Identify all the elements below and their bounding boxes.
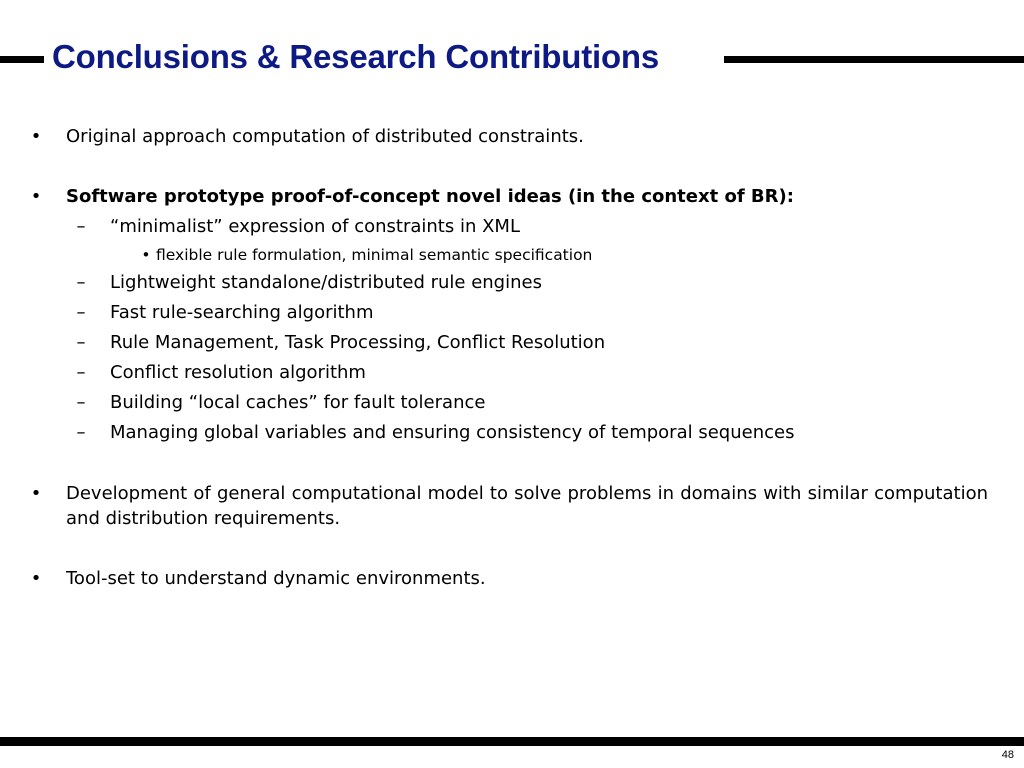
bullet-marker: • [141, 246, 151, 264]
dash-marker: – [76, 216, 86, 237]
bullet-marker: • [30, 126, 42, 147]
sub-bullet-text: Building “local caches” for fault tolerance [110, 392, 486, 413]
sub-bullet-text: Lightweight standalone/distributed rule engines [110, 272, 542, 293]
title-rule-left [0, 56, 44, 63]
dash-marker: – [76, 392, 86, 413]
sub-bullet-text: Rule Management, Task Processing, Conflict Resolution [110, 332, 606, 353]
bullet-text: Development of general computational model to solve problems in domains with similar computation and distribution requirements. [66, 483, 988, 529]
bullet-marker: • [30, 483, 42, 504]
dash-marker: – [76, 272, 86, 293]
dash-marker: – [76, 332, 86, 353]
sub-sub-bullet-text: flexible rule formulation, minimal semantic specification [156, 246, 593, 264]
dash-marker: – [76, 362, 86, 383]
bullet-text-bold: Software prototype proof-of-concept novel ideas (in the context of BR): [66, 186, 794, 207]
bullet-text: Original approach computation of distributed constraints. [66, 126, 584, 147]
sub-bullet-text: Fast rule-searching algorithm [110, 302, 374, 323]
title-rule-right [724, 56, 1024, 63]
bullet-text: Tool-set to understand dynamic environments. [66, 568, 486, 589]
dash-marker: – [76, 302, 86, 323]
dash-marker: – [76, 422, 86, 443]
slide-title: Conclusions & Research Contributions [52, 38, 660, 75]
sub-bullet-text: Managing global variables and ensuring consistency of temporal sequences [110, 422, 795, 443]
page-number: 48 [1001, 749, 1014, 761]
bullet-marker: • [30, 568, 42, 589]
sub-bullet-text: Conflict resolution algorithm [110, 362, 366, 383]
bullet-marker: • [30, 186, 42, 207]
sub-bullet-text: “minimalist” expression of constraints in XML [110, 216, 520, 237]
footer-rule [0, 737, 1024, 746]
